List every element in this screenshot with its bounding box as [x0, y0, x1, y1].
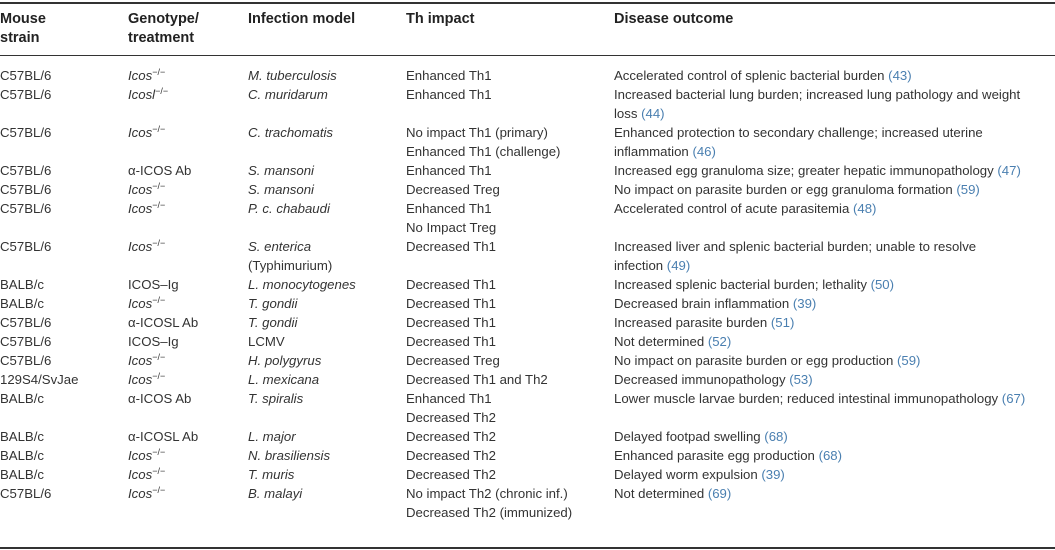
- cell-genotype: Icos−/−: [128, 485, 166, 501]
- cell-disease-outcome: Enhanced protection to secondary challenge; increased uterine inflammation (46): [614, 125, 983, 159]
- cell-th-impact: Enhanced Th1 Decreased Th2: [406, 391, 496, 425]
- cell-th-impact: Decreased Th1: [406, 296, 496, 311]
- cell-disease-outcome: Increased egg granuloma size; greater hepatic immunopathology (47): [614, 163, 1021, 178]
- reference-link[interactable]: (39): [792, 296, 817, 311]
- cell-th-impact: Decreased Th1: [406, 277, 496, 292]
- reference-link[interactable]: (59): [896, 353, 921, 368]
- cell-th-impact: Decreased Th1: [406, 334, 496, 349]
- cell-disease-outcome: Increased splenic bacterial burden; lethality (50): [614, 277, 895, 292]
- cell-disease-outcome: Not determined (52): [614, 334, 732, 349]
- cell-infection-model: T. gondii: [248, 315, 298, 330]
- header-disease-outcome: Disease outcome: [614, 11, 734, 27]
- cell-disease-outcome: No impact on parasite burden or egg production (59): [614, 353, 921, 368]
- cell-genotype: Icos−/−: [128, 447, 166, 463]
- cell-genotype: Icos−/−: [128, 181, 166, 197]
- cell-infection-model: P. c. chabaudi: [248, 201, 330, 216]
- cell-mouse-strain: C57BL/6: [0, 182, 52, 197]
- cell-th-impact: Enhanced Th1: [406, 163, 492, 178]
- cell-disease-outcome: Accelerated control of splenic bacterial burden (43): [614, 68, 912, 83]
- reference-link[interactable]: (50): [870, 277, 895, 292]
- cell-genotype: Icosl−/−: [128, 86, 169, 102]
- cell-genotype: Icos−/−: [128, 371, 166, 387]
- reference-link[interactable]: (46): [692, 144, 716, 159]
- cell-mouse-strain: C57BL/6: [0, 125, 52, 140]
- cell-genotype: α-ICOSL Ab: [128, 315, 199, 330]
- reference-link[interactable]: (39): [761, 467, 785, 482]
- cell-disease-outcome: Not determined (69): [614, 486, 732, 501]
- cell-th-impact: Decreased Treg: [406, 353, 500, 368]
- reference-link[interactable]: (69): [707, 486, 732, 501]
- cell-th-impact: Decreased Treg: [406, 182, 500, 197]
- cell-th-impact: Enhanced Th1: [406, 87, 492, 102]
- cell-disease-outcome: Increased bacterial lung burden; increased lung pathology and weight loss (44): [614, 87, 1021, 121]
- cell-mouse-strain: 129S4/SvJae: [0, 372, 79, 387]
- header-mouse-strain: Mouse strain: [0, 11, 46, 46]
- cell-infection-model: C. muridarum: [248, 87, 328, 102]
- cell-disease-outcome: Delayed footpad swelling (68): [614, 429, 788, 444]
- cell-mouse-strain: C57BL/6: [0, 239, 52, 254]
- reference-link[interactable]: (52): [707, 334, 732, 349]
- cell-disease-outcome: Decreased immunopathology (53): [614, 372, 813, 387]
- cell-genotype: Icos−/−: [128, 200, 166, 216]
- cell-mouse-strain: C57BL/6: [0, 486, 52, 501]
- cell-genotype: α-ICOS Ab: [128, 163, 192, 178]
- cell-mouse-strain: BALB/c: [0, 391, 44, 406]
- cell-th-impact: Enhanced Th1: [406, 68, 492, 83]
- reference-link[interactable]: (53): [789, 372, 813, 387]
- header-genotype: Genotype/ treatment: [128, 11, 199, 46]
- cell-genotype: Icos−/−: [128, 295, 166, 311]
- cell-mouse-strain: BALB/c: [0, 277, 44, 292]
- cell-th-impact: Decreased Th2: [406, 467, 496, 482]
- cell-genotype: Icos−/−: [128, 352, 166, 368]
- cell-infection-model: B. malayi: [248, 486, 303, 501]
- cell-infection-model: C. trachomatis: [248, 125, 334, 140]
- reference-link[interactable]: (68): [764, 429, 788, 444]
- cell-genotype: Icos−/−: [128, 67, 166, 83]
- cell-th-impact: No impact Th2 (chronic inf.) Decreased Th2 (immunized): [406, 486, 573, 520]
- cell-th-impact: No impact Th1 (primary) Enhanced Th1 (challenge): [406, 125, 561, 159]
- cell-th-impact: Decreased Th1: [406, 315, 496, 330]
- cell-infection-model: S. mansoni: [248, 163, 314, 178]
- cell-infection-model: H. polygyrus: [248, 353, 322, 368]
- cell-genotype: α-ICOSL Ab: [128, 429, 199, 444]
- cell-infection-model: LCMV: [248, 334, 285, 349]
- cell-th-impact: Decreased Th1 and Th2: [406, 372, 548, 387]
- reference-link[interactable]: (44): [641, 106, 665, 121]
- reference-link[interactable]: (68): [818, 448, 843, 463]
- cell-genotype: ICOS–Ig: [128, 334, 179, 349]
- reference-link[interactable]: (51): [770, 315, 795, 330]
- cell-mouse-strain: BALB/c: [0, 296, 44, 311]
- cell-disease-outcome: Accelerated control of acute parasitemia (48): [614, 201, 877, 216]
- cell-infection-model: S. mansoni: [248, 182, 314, 197]
- cell-th-impact: Decreased Th1: [406, 239, 496, 254]
- reference-link[interactable]: (49): [666, 258, 691, 273]
- cell-mouse-strain: BALB/c: [0, 429, 44, 444]
- top-rule: [0, 2, 1055, 4]
- cell-infection-model: T. gondii: [248, 296, 298, 311]
- cell-genotype: ICOS–Ig: [128, 277, 179, 292]
- reference-link[interactable]: (47): [997, 163, 1021, 178]
- header-infection-model: Infection model: [248, 11, 356, 27]
- cell-infection-model: T. muris: [248, 467, 295, 482]
- cell-disease-outcome: No impact on parasite burden or egg granuloma formation (59): [614, 182, 980, 197]
- cell-th-impact: Decreased Th2: [406, 448, 496, 463]
- cell-mouse-strain: C57BL/6: [0, 68, 52, 83]
- cell-genotype: Icos−/−: [128, 238, 166, 254]
- cell-infection-model: L. mexicana: [248, 372, 320, 387]
- cell-mouse-strain: C57BL/6: [0, 163, 52, 178]
- cell-genotype: Icos−/−: [128, 466, 166, 482]
- cell-th-impact: Enhanced Th1 No Impact Treg: [406, 201, 497, 235]
- reference-link[interactable]: (67): [1001, 391, 1026, 406]
- cell-mouse-strain: BALB/c: [0, 467, 44, 482]
- cell-disease-outcome: Increased parasite burden (51): [614, 315, 795, 330]
- cell-disease-outcome: Delayed worm expulsion (39): [614, 467, 785, 482]
- cell-th-impact: Decreased Th2: [406, 429, 496, 444]
- header-th-impact: Th impact: [406, 11, 475, 27]
- cell-mouse-strain: BALB/c: [0, 448, 44, 463]
- cell-infection-model: L. monocytogenes: [248, 277, 356, 292]
- cell-mouse-strain: C57BL/6: [0, 353, 52, 368]
- cell-disease-outcome: Lower muscle larvae burden; reduced intestinal immunopathology (67): [614, 391, 1026, 406]
- cell-genotype: α-ICOS Ab: [128, 391, 192, 406]
- header-rule: [0, 55, 1055, 56]
- cell-infection-model: L. major: [248, 429, 296, 444]
- cell-infection-model: T. spiralis: [248, 391, 304, 406]
- reference-link[interactable]: (48): [852, 201, 877, 216]
- cell-infection-model: S. enterica (Typhimurium): [248, 239, 333, 273]
- cell-disease-outcome: Increased liver and splenic bacterial burden; unable to resolve infection (49): [614, 239, 977, 273]
- cell-mouse-strain: C57BL/6: [0, 334, 52, 349]
- cell-disease-outcome: Decreased brain inflammation (39): [614, 296, 817, 311]
- cell-infection-model: N. brasiliensis: [248, 448, 331, 463]
- cell-disease-outcome: Enhanced parasite egg production (68): [614, 448, 843, 463]
- cell-mouse-strain: C57BL/6: [0, 315, 52, 330]
- cell-infection-model: M. tuberculosis: [248, 68, 337, 83]
- reference-link[interactable]: (43): [888, 68, 912, 83]
- cell-mouse-strain: C57BL/6: [0, 201, 52, 216]
- reference-link[interactable]: (59): [956, 182, 980, 197]
- cell-genotype: Icos−/−: [128, 124, 166, 140]
- cell-mouse-strain: C57BL/6: [0, 87, 52, 102]
- bottom-rule: [0, 547, 1055, 549]
